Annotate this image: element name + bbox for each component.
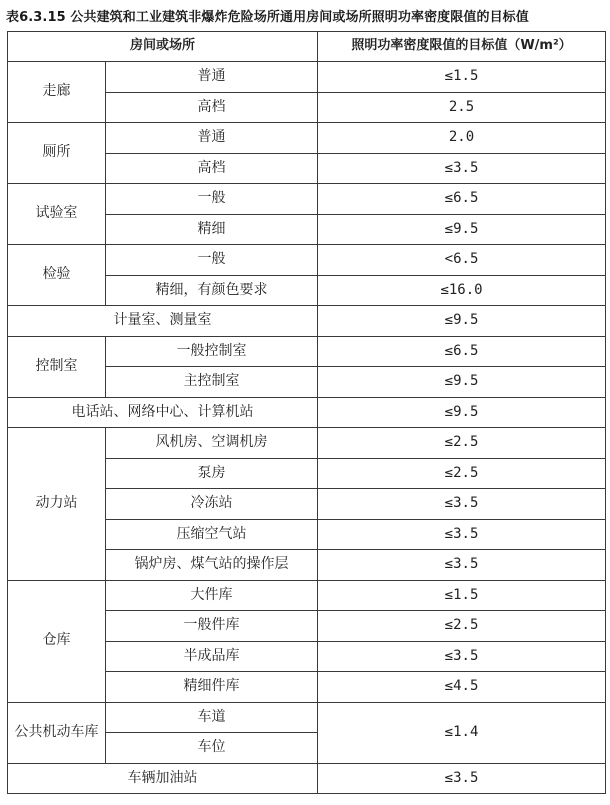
value-cell: ≤6.5 — [318, 336, 606, 367]
sub-cell: 车道 — [106, 702, 318, 733]
table-row — [8, 306, 606, 337]
value-cell: ≤2.5 — [318, 458, 606, 489]
sub-cell: 一般件库 — [106, 611, 318, 642]
sub-cell: 一般控制室 — [106, 336, 318, 367]
group-cell: 检验 — [8, 245, 106, 306]
group-cell: 公共机动车库 — [8, 702, 106, 763]
sub-cell: 一般 — [106, 184, 318, 215]
value-cell: ≤9.5 — [318, 367, 606, 398]
sub-cell: 泵房 — [106, 458, 318, 489]
group-cell: 试验室 — [8, 184, 106, 245]
table-row — [8, 702, 606, 733]
value-cell: ≤3.5 — [318, 153, 606, 184]
value-cell: ≤9.5 — [318, 397, 606, 428]
group-cell: 仓库 — [8, 580, 106, 702]
value-cell: ≤1.5 — [318, 62, 606, 93]
value-cell: ≤3.5 — [318, 550, 606, 581]
sub-cell: 锅炉房、煤气站的操作层 — [106, 550, 318, 581]
table-row — [8, 336, 606, 367]
sub-cell: 压缩空气站 — [106, 519, 318, 550]
sub-cell: 普通 — [106, 123, 318, 154]
sub-cell: 风机房、空调机房 — [106, 428, 318, 459]
lighting-power-density-table — [7, 31, 606, 794]
sub-cell: 一般 — [106, 245, 318, 276]
sub-cell: 高档 — [106, 153, 318, 184]
header-room: 房间或场所 — [8, 32, 318, 62]
value-cell: ≤9.5 — [318, 306, 606, 337]
table-row — [8, 763, 606, 794]
value-cell: ≤1.4 — [318, 702, 606, 763]
value-cell: ≤2.5 — [318, 611, 606, 642]
sub-cell: 普通 — [106, 62, 318, 93]
value-cell: ≤6.5 — [318, 184, 606, 215]
group-cell: 动力站 — [8, 428, 106, 581]
sub-cell: 车位 — [106, 733, 318, 764]
value-cell: ≤3.5 — [318, 489, 606, 520]
table-row — [8, 428, 606, 459]
sub-cell: 精细 — [106, 214, 318, 245]
sub-cell: 半成品库 — [106, 641, 318, 672]
value-cell: ≤3.5 — [318, 641, 606, 672]
value-cell: 2.0 — [318, 123, 606, 154]
value-cell: ≤9.5 — [318, 214, 606, 245]
table-row — [8, 184, 606, 215]
merged-label-cell: 车辆加油站 — [8, 763, 318, 794]
group-cell: 厕所 — [8, 123, 106, 184]
value-cell: <6.5 — [318, 245, 606, 276]
sub-cell: 精细，有颜色要求 — [106, 275, 318, 306]
table-row — [8, 580, 606, 611]
sub-cell: 大件库 — [106, 580, 318, 611]
group-cell: 走廊 — [8, 62, 106, 123]
merged-label-cell: 电话站、网络中心、计算机站 — [8, 397, 318, 428]
table-row — [8, 62, 606, 93]
sub-cell: 精细件库 — [106, 672, 318, 703]
value-cell: ≤3.5 — [318, 763, 606, 794]
group-cell: 控制室 — [8, 336, 106, 397]
value-cell: ≤2.5 — [318, 428, 606, 459]
value-cell: ≤4.5 — [318, 672, 606, 703]
value-cell: ≤3.5 — [318, 519, 606, 550]
table-row — [8, 397, 606, 428]
value-cell: 2.5 — [318, 92, 606, 123]
value-cell: ≤16.0 — [318, 275, 606, 306]
header-row — [8, 32, 606, 62]
table-row — [8, 245, 606, 276]
sub-cell: 冷冻站 — [106, 489, 318, 520]
merged-label-cell: 计量室、测量室 — [8, 306, 318, 337]
sub-cell: 高档 — [106, 92, 318, 123]
header-target-value: 照明功率密度限值的目标值（W/m²） — [318, 32, 606, 62]
value-cell: ≤1.5 — [318, 580, 606, 611]
table-caption: 表6.3.15 公共建筑和工业建筑非爆炸危险场所通用房间或场所照明功率密度限值的目标值 — [6, 10, 529, 25]
table-row — [8, 123, 606, 154]
sub-cell: 主控制室 — [106, 367, 318, 398]
